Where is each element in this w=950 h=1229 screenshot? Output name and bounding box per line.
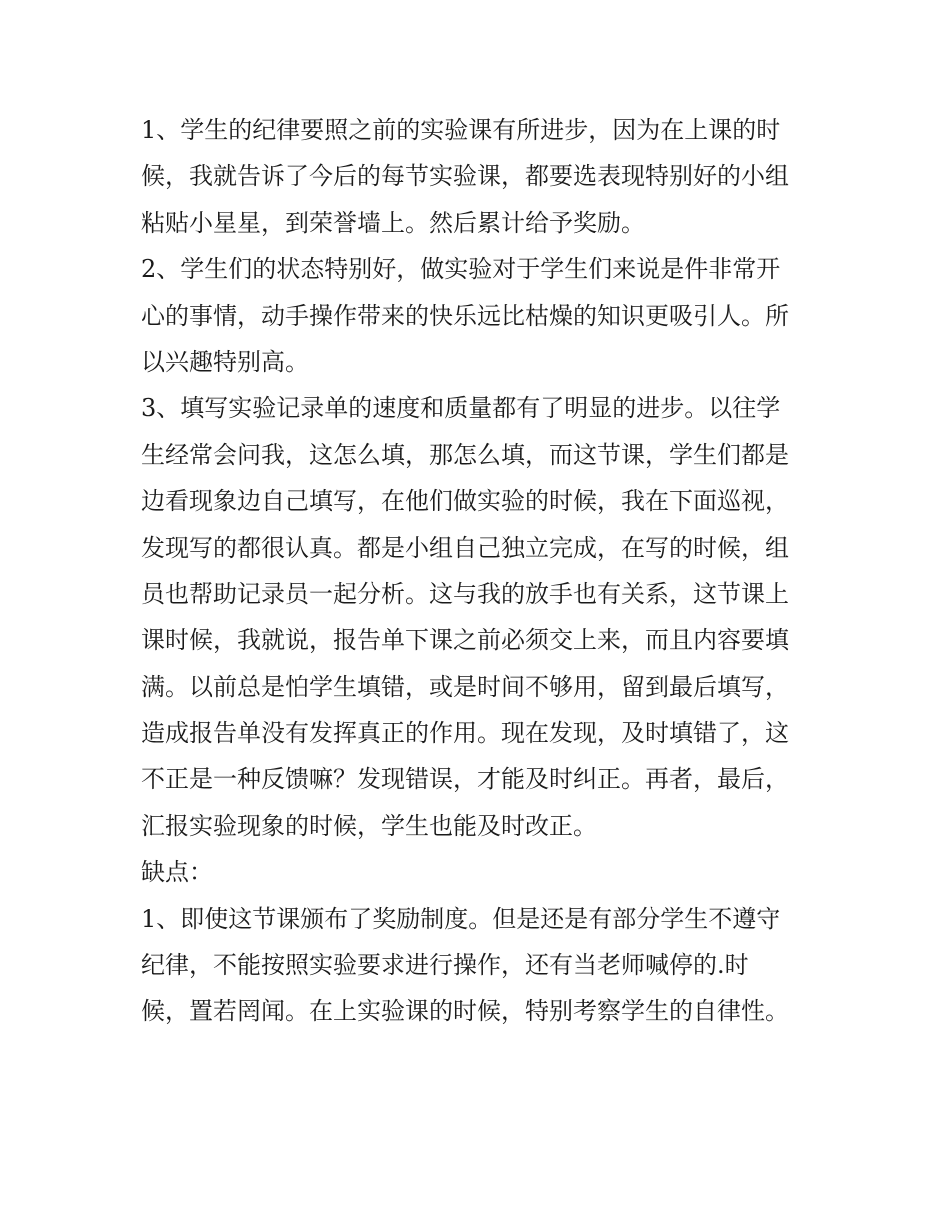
text-line: 2、学生们的状态特别好，做实验对于学生们来说是件非常开 — [141, 255, 781, 284]
text-line: 边看现象边自己填写，在他们做实验的时候，我在下面巡视， — [141, 487, 789, 516]
text-line: 1、即使这节课颁布了奖励制度。但是还是有部分学生不遵守 — [141, 904, 781, 933]
text-line: 发现写的都很认真。都是小组自己独立完成，在写的时候，组 — [141, 533, 789, 562]
document-body — [141, 107, 821, 1035]
text-line: 候，置若罔闻。在上实验课的时候，特别考察学生的自律性。 — [141, 997, 789, 1026]
text-line: 造成报告单没有发挥真正的作用。现在发现，及时填错了，这 — [141, 719, 789, 748]
section-heading: 缺点： — [141, 858, 213, 887]
text-line: 以兴趣特别高。 — [141, 347, 309, 376]
text-line: 心的事情，动手操作带来的快乐远比枯燥的知识更吸引人。所 — [141, 301, 789, 330]
text-line: 满。以前总是怕学生填错，或是时间不够用，留到最后填写， — [141, 672, 789, 701]
text-line: 不正是一种反馈嘛？发现错误，才能及时纠正。再者，最后， — [141, 765, 789, 794]
text-line: 员也帮助记录员一起分析。这与我的放手也有关系，这节课上 — [141, 579, 789, 608]
text-line: 1、学生的纪律要照之前的实验课有所进步，因为在上课的时 — [141, 116, 781, 144]
text-line: 纪律，不能按照实验要求进行操作，还有当老师喊停的.时 — [141, 951, 749, 980]
text-line: 候，我就告诉了今后的每节实验课，都要选表现特别好的小组 — [141, 162, 789, 191]
text-line: 汇报实验现象的时候，学生也能及时改正。 — [141, 811, 597, 840]
text-line: 3、填写实验记录单的速度和质量都有了明显的进步。以往学 — [141, 394, 781, 423]
text-line: 粘贴小星星，到荣誉墙上。然后累计给予奖励。 — [141, 208, 645, 237]
text-line: 生经常会问我，这怎么填，那怎么填，而这节课，学生们都是 — [141, 440, 789, 469]
text-line: 课时候，我就说，报告单下课之前必须交上来，而且内容要填 — [141, 626, 789, 655]
